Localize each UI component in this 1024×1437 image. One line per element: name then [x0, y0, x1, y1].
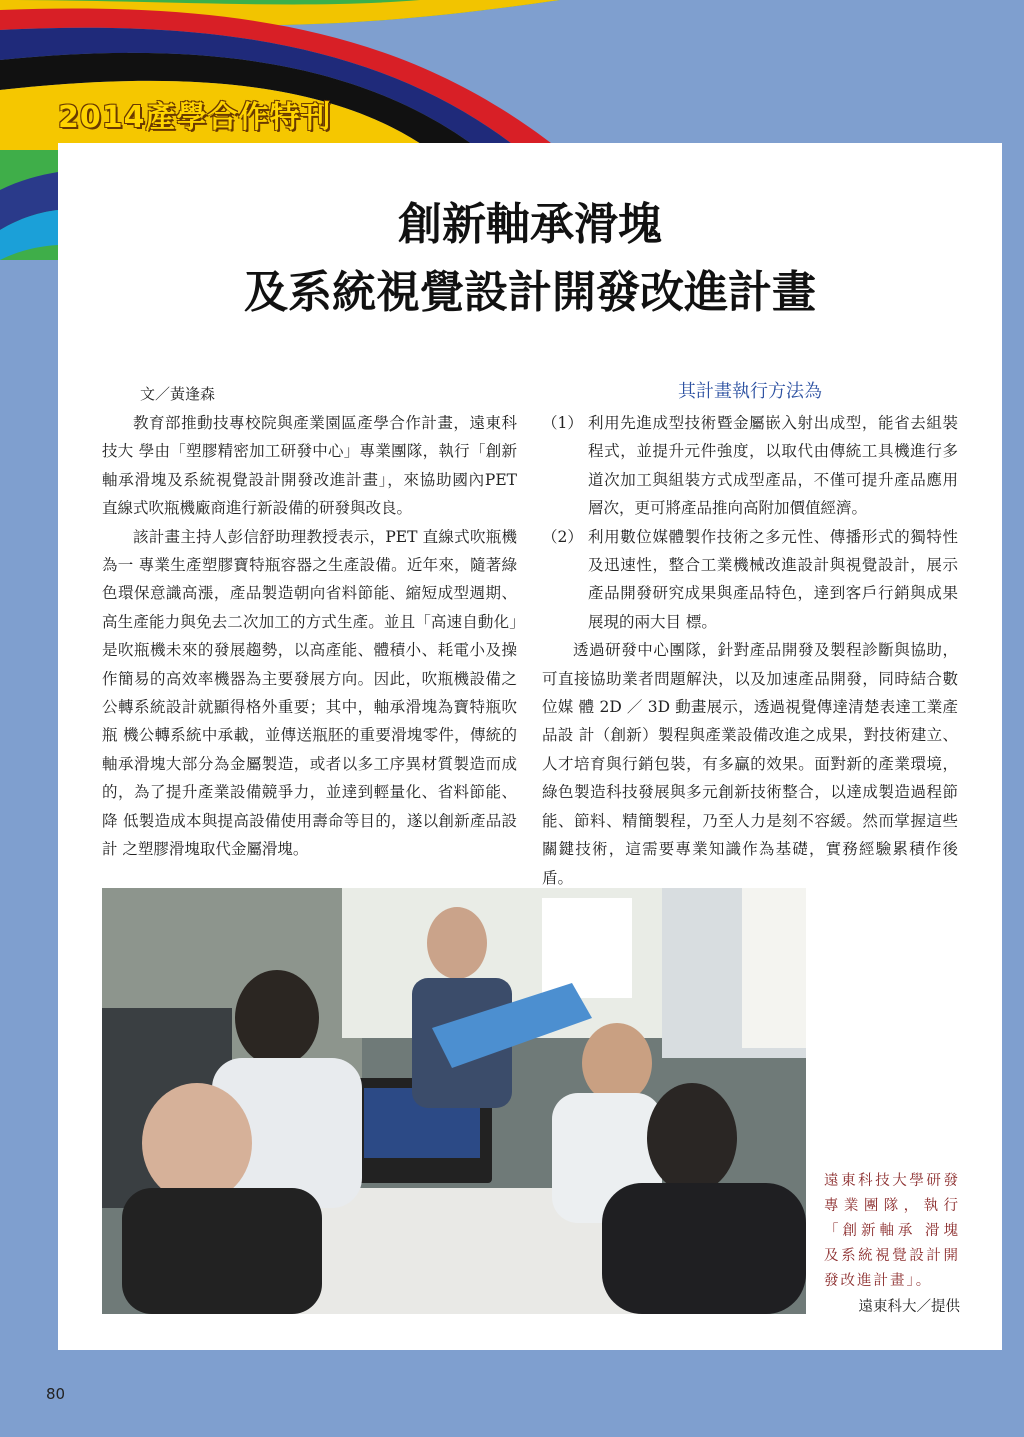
list-item: [542, 409, 958, 523]
photo-credit: 遠東科大／提供: [858, 1299, 960, 1315]
title-line-1: 創新軸承滑塊: [398, 199, 662, 250]
paragraph: 教育部推動技專校院與產業園區產學合作計畫，遠東科技大 學由「塑膠精密加工研發中心」專業團隊，執行「創新軸承滑塊及系統視覺設計開發改進計畫」，來協助國內PET 直線式吹瓶機廠商進行新設備的研發與改良。: [102, 414, 517, 518]
photo-illustration: [102, 888, 806, 1314]
page-number: 80: [46, 1385, 66, 1403]
left-column: [102, 409, 517, 864]
list-item: [542, 523, 958, 637]
list-text: 利用數位媒體製作技術之多元性、傳播形式的獨特性及迅速性，整合工業機械改進設計與視覺設計，展示產品開發研究成果與產品特色，達到客戶行銷與成果展現的兩大目 標。: [588, 527, 958, 631]
title-line-2: 及系統視覺設計開發改進計畫: [244, 267, 816, 318]
section-heading: 其計畫執行方法為: [678, 381, 822, 402]
paragraph: 透過研發中心團隊，針對產品開發及製程診斷與協助，可直接協助業者問題解決，以及加速產品開發，同時結合數位媒 體 2D ／ 3D 動畫展示，透過視覺傳達清楚表達工業產品設 計（創新）製程與產業設備改進之成果，對技術建立、人才培育與行銷包裝，有多贏的效果。面對新的產業環境，綠色製造科技發展與多元創新技術整合，以達成製造過程節能、節料、精簡製程，乃至人力是刻不容緩。然而掌握這些關鍵技術，這需要專業知識作為基礎，實務經驗累積作後盾。: [542, 641, 958, 887]
paragraph: 該計畫主持人彭信舒助理教授表示，PET 直線式吹瓶機為一 專業生產塑膠寶特瓶容器之生產設備。近年來，隨著綠色環保意識高漲，產品製造朝向省料節能、縮短成型週期、高生產能力與免去二次加工的方式生產。並且「高速自動化」是吹瓶機未來的發展趨勢，以高產能、體積小、耗電小及操作簡易的高效率機器為主要發展方向。因此，吹瓶機設備之公轉系統設計就顯得格外重要；其中，軸承滑塊為寶特瓶吹瓶 機公轉系統中承載，並傳送瓶胚的重要滑塊零件，傳統的軸承滑塊大部分為金屬製造，或者以多工序異材質製造而成的，為了提升產業設備競爭力，並達到輕量化、省料節能、降 低製造成本與提高設備使用壽命等目的，遂以創新產品設計 之塑膠滑塊取代金屬滑塊。: [102, 527, 517, 859]
article-title: [58, 191, 1002, 327]
author-byline: 文／黃逢森: [140, 385, 216, 403]
list-text: 利用先進成型技術暨金屬嵌入射出成型，能省去組裝 程式，並提升元件強度，以取代由傳統工具機進行多道次加工與組裝方式成型產品，不僅可提升產品應用層次，更可將產品推向高附加價值經濟。: [588, 414, 958, 518]
issue-banner: 2014產學合作特刊: [58, 100, 332, 135]
photo-caption: 遠東科技大學研發專業團隊，執行「創新軸承 滑塊及系統視覺設計開發改進計畫」。: [824, 1173, 960, 1289]
article-panel: [58, 143, 1002, 1350]
list-number: （1）: [542, 414, 583, 432]
right-column: [542, 409, 958, 892]
team-photo: [102, 888, 806, 1314]
list-number: （2）: [542, 527, 583, 546]
